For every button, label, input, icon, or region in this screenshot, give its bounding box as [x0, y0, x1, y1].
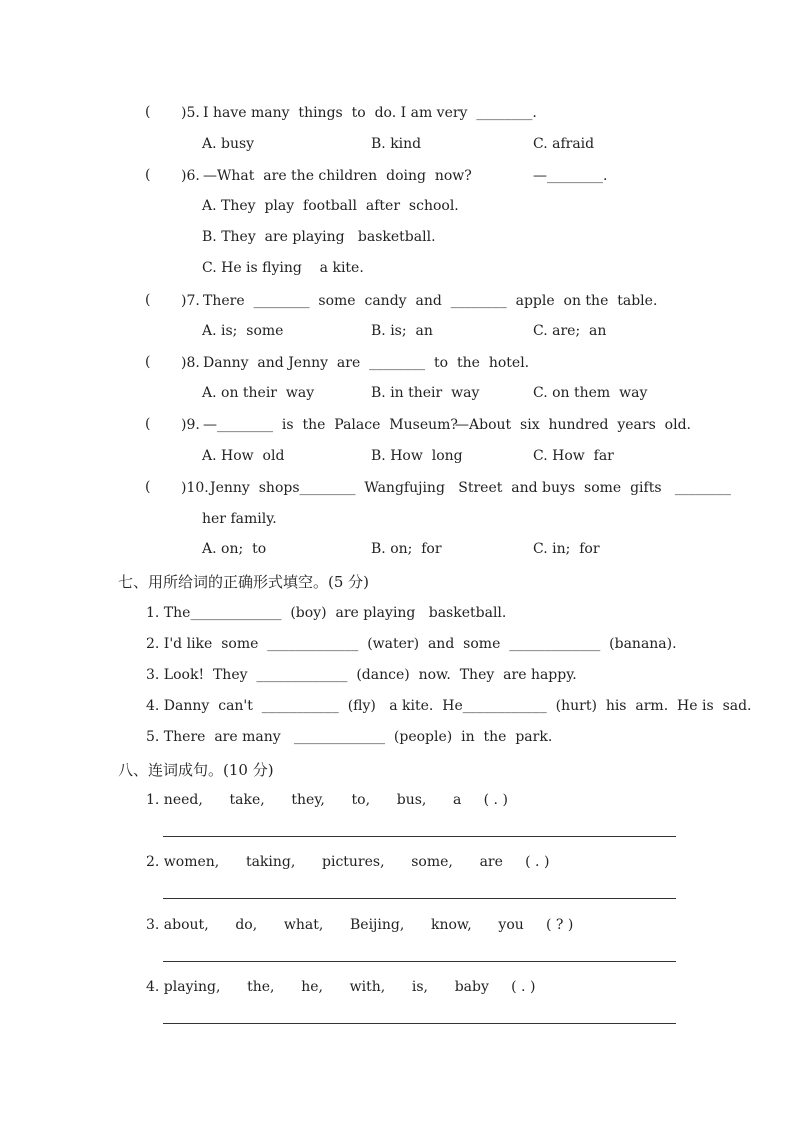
answer-line[interactable]	[163, 836, 676, 837]
question-text: —________ is the Palace Museum?	[203, 417, 458, 433]
section-7-item-3: 3. Look! They _____________ (dance) now. They are happy.	[146, 667, 577, 683]
section-7-item-1: 1. The_____________ (boy) are playing basketball.	[146, 605, 507, 621]
option-a: A. busy	[202, 136, 255, 152]
answer-paren: (	[145, 479, 151, 495]
option-b: B. on; for	[371, 541, 442, 557]
question-number: )10.	[181, 480, 209, 496]
answer-line[interactable]	[163, 1023, 676, 1024]
answer-paren: (	[145, 354, 151, 370]
question-text: I have many things to do. I am very ________.	[203, 105, 537, 121]
question-number: )9.	[181, 417, 200, 433]
option-b: B. They are playing basketball.	[202, 229, 436, 245]
option-a: A. How old	[202, 448, 285, 464]
question-text-continued: her family.	[202, 511, 277, 527]
question-number: )8.	[181, 355, 200, 371]
answer-paren: (	[145, 292, 151, 308]
option-c: C. afraid	[533, 136, 595, 152]
option-b: B. is; an	[371, 323, 433, 339]
option-a: A. They play football after school.	[202, 198, 459, 214]
option-c: C. are; an	[533, 323, 607, 339]
section-8-item-3: 3. about, do, what, Beijing, know, you ( ? )	[146, 917, 574, 933]
question-reply: —About six hundred years old.	[455, 417, 691, 433]
option-a: A. is; some	[202, 323, 284, 339]
answer-paren: (	[145, 104, 151, 120]
option-c: C. in; for	[533, 541, 600, 557]
question-text: Danny and Jenny are ________ to the hotel.	[203, 355, 530, 371]
answer-paren: (	[145, 416, 151, 432]
option-c: C. He is flying a kite.	[202, 260, 364, 276]
section-8-title: 八、连词成句。(10 分)	[118, 761, 274, 779]
option-b: B. kind	[371, 136, 422, 152]
question-text: There ________ some candy and ________ apple on the table.	[203, 293, 658, 309]
question-text: Jenny shops________ Wangfujing Street and buys some gifts ________	[210, 480, 731, 496]
question-number: )6.	[181, 168, 200, 184]
option-c: C. How far	[533, 448, 614, 464]
section-8-item-2: 2. women, taking, pictures, some, are ( . )	[146, 854, 550, 870]
option-c: C. on them way	[533, 385, 648, 401]
section-8-item-1: 1. need, take, they, to, bus, a ( . )	[146, 792, 508, 808]
section-7-item-4: 4. Danny can't ___________ (fly) a kite. He____________ (hurt) his arm. He is sad.	[146, 698, 752, 714]
section-7-title: 七、用所给词的正确形式填空。(5 分)	[118, 573, 370, 591]
answer-line[interactable]	[163, 898, 676, 899]
section-7-item-5: 5. There are many _____________ (people) in the park.	[146, 729, 553, 745]
section-8-item-4: 4. playing, the, he, with, is, baby ( . )	[146, 979, 536, 995]
option-b: B. How long	[371, 448, 463, 464]
answer-paren: (	[145, 167, 151, 183]
question-text: —What are the children doing now?	[203, 168, 472, 184]
option-b: B. in their way	[371, 385, 480, 401]
option-a: A. on their way	[202, 385, 315, 401]
question-number: )7.	[181, 293, 200, 309]
option-a: A. on; to	[202, 541, 267, 557]
question-number: )5.	[181, 105, 200, 121]
answer-line[interactable]	[163, 961, 676, 962]
section-7-item-2: 2. I'd like some _____________ (water) and some _____________ (banana).	[146, 636, 677, 652]
question-reply: —________.	[533, 168, 608, 184]
